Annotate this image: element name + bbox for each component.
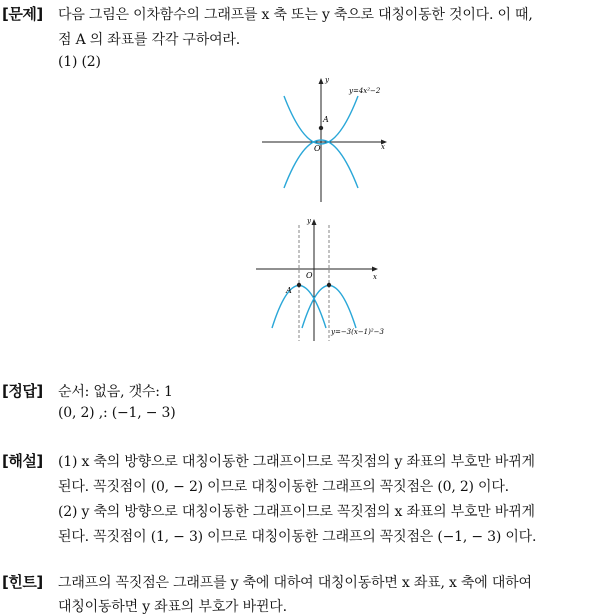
graph2-point-a bbox=[297, 283, 301, 287]
graph1-point-a bbox=[319, 126, 323, 130]
graph2-y-arrow bbox=[312, 219, 317, 225]
explanation-line-2: 된다. 꼭짓점이 (0, − 2) 이므로 대칭이동한 그래프의 꼭짓점은 (0, 2) 이다. bbox=[58, 479, 509, 495]
graph1-equation: y=4x²−2 bbox=[349, 87, 381, 95]
answer-tag: [정답] bbox=[2, 382, 43, 400]
graph2-equation: y=−3(x−1)²−3 bbox=[331, 328, 384, 336]
explanation-tag: [해설] bbox=[2, 452, 43, 470]
hint-line-1: 그래프의 꼭짓점은 그래프를 y 축에 대하여 대칭이동하면 x 좌표, x 축에 대하여 bbox=[58, 575, 532, 591]
graph1-y-label: y bbox=[325, 76, 329, 84]
graph2-origin-label: O bbox=[306, 271, 313, 280]
graph1-origin-label: O bbox=[314, 144, 321, 153]
hint-line-2: 대칭이동하면 y 좌표의 부호가 바뀐다. bbox=[58, 599, 287, 615]
graph2-x-label: x bbox=[373, 273, 377, 281]
answer-line-1: 순서: 없음, 갯수: 1 bbox=[58, 384, 173, 400]
explanation-line-3: (2) y 축의 방향으로 대칭이동한 그래프이므로 꼭짓점의 x 좌표의 부호만 바뀌게 bbox=[58, 504, 535, 520]
graph2-y-label: y bbox=[307, 217, 311, 225]
graph-1 bbox=[255, 72, 395, 202]
graph2-point-label: A bbox=[286, 286, 292, 295]
graph2-x-arrow bbox=[372, 267, 378, 272]
graph2-vertex bbox=[327, 283, 331, 287]
explanation-line-1: (1) x 축의 방향으로 대칭이동한 그래프이므로 꼭짓점의 y 좌표의 부호만 바뀌게 bbox=[58, 454, 535, 470]
problem-line-3: (1) (2) bbox=[58, 54, 101, 70]
graph1-x-label: x bbox=[381, 143, 385, 151]
explanation-line-4: 된다. 꼭짓점이 (1, − 3) 이므로 대칭이동한 그래프의 꼭짓점은 (−1, − 3) 이다. bbox=[58, 529, 537, 545]
answer-line-2: (0, 2) ,: (−1, − 3) bbox=[58, 405, 176, 421]
graph1-point-label: A bbox=[323, 115, 329, 124]
problem-line-1: 다음 그림은 이차함수의 그래프를 x 축 또는 y 축으로 대칭이동한 것이다. 이 때, bbox=[58, 7, 533, 23]
problem-tag: [문제] bbox=[2, 5, 43, 23]
graph1-y-arrow bbox=[319, 78, 324, 84]
problem-line-2: 점 A 의 좌표를 각각 구하여라. bbox=[58, 32, 240, 48]
hint-tag: [힌트] bbox=[2, 573, 43, 591]
graph-2 bbox=[250, 213, 390, 343]
